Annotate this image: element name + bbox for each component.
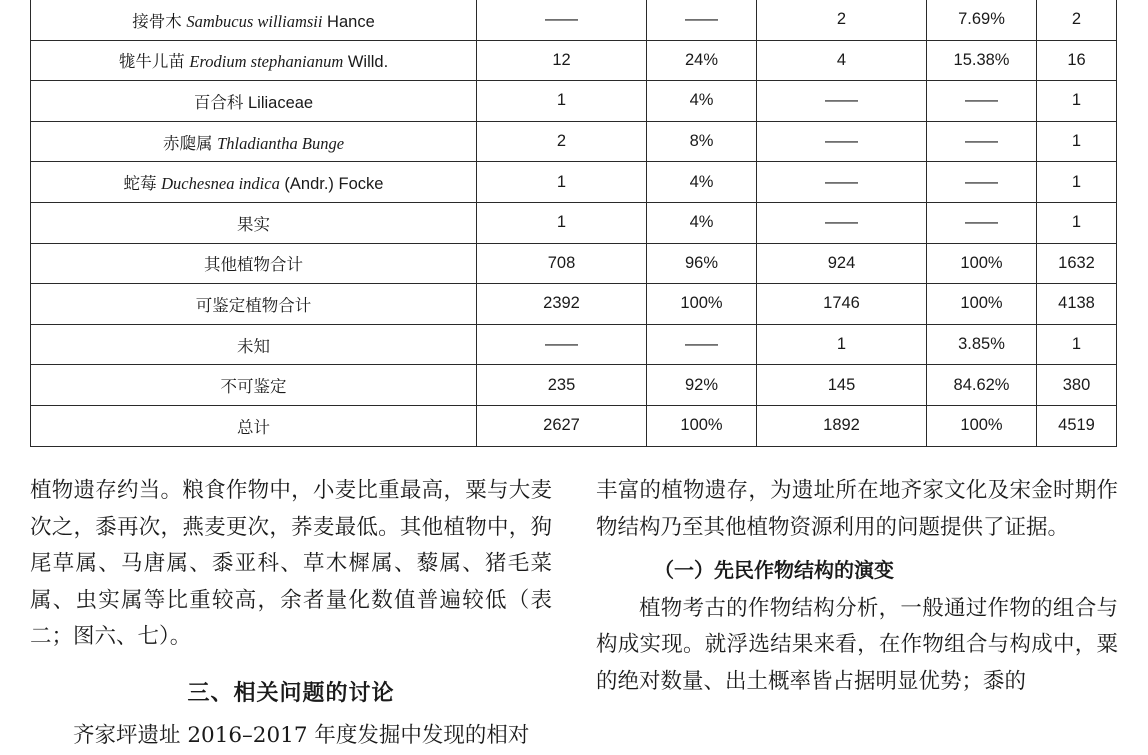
taxon-cell (31, 405, 477, 446)
value-cell-c3: 1746 (757, 284, 927, 325)
value-cell-c3: 1892 (757, 405, 927, 446)
taxon-chinese-name: 未知 (237, 337, 270, 356)
table-row (31, 0, 1117, 40)
value-cell-c2: 4% (647, 162, 757, 203)
value-cell-c2: 92% (647, 365, 757, 406)
taxon-cell (31, 202, 477, 243)
value-cell-c1: 2392 (477, 284, 647, 325)
taxon-chinese-name: 百合科 Liliaceae (193, 93, 314, 112)
value-cell-c2: 100% (647, 284, 757, 325)
value-cell-c4: 7.69% (927, 0, 1037, 40)
left-paragraph-1: 植物遗存约当。粮食作物中，小麦比重最高，粟与大麦次之，黍再次，燕麦更次，荞麦最低。其他植物中，狗尾草属、马唐属、黍亚科、草木樨属、藜属、猪毛菜属、虫实属等比重较高，余者量化数值普遍较低（表二；图六、七）。 (30, 478, 552, 649)
taxon-chinese-name: 果实 (237, 215, 270, 234)
taxon-latin-name: Sambucus williamsii (186, 11, 323, 31)
taxon-cell (31, 121, 477, 162)
right-text-column (596, 473, 1118, 700)
value-cell-c3: 924 (757, 243, 927, 284)
value-cell-c4: —— (927, 121, 1037, 162)
value-cell-c1: —— (477, 324, 647, 365)
taxon-latin-name: Thladiantha Bunge (217, 133, 345, 153)
value-cell-c2: 100% (647, 405, 757, 446)
value-cell-c5: 16 (1037, 40, 1117, 81)
value-cell-c1: 235 (477, 365, 647, 406)
table-row (31, 81, 1117, 122)
value-cell-c5: 2 (1037, 0, 1117, 40)
value-cell-c3: —— (757, 162, 927, 203)
value-cell-c5: 1 (1037, 202, 1117, 243)
value-cell-c2: —— (647, 0, 757, 40)
table-row (31, 202, 1117, 243)
taxon-chinese-name: 牻牛儿苗 (118, 53, 190, 72)
value-cell-c4: —— (927, 202, 1037, 243)
value-cell-c2: 4% (647, 81, 757, 122)
value-cell-c4: 100% (927, 243, 1037, 284)
value-cell-c2: —— (647, 324, 757, 365)
value-cell-c1: 1 (477, 162, 647, 203)
taxon-chinese-name: 赤瓟属 (162, 134, 218, 153)
taxon-chinese-name: 接骨木 (132, 12, 187, 31)
value-cell-c4: 100% (927, 405, 1037, 446)
value-cell-c1: 2 (477, 121, 647, 162)
taxon-cell (31, 162, 477, 203)
taxon-cell (31, 40, 477, 81)
value-cell-c5: 1 (1037, 324, 1117, 365)
value-cell-c1: 2627 (477, 405, 647, 446)
value-cell-c5: 1632 (1037, 243, 1117, 284)
value-cell-c5: 4138 (1037, 284, 1117, 325)
table-row (31, 405, 1117, 446)
taxon-cell (31, 324, 477, 365)
value-cell-c4: 15.38% (927, 40, 1037, 81)
value-cell-c4: 100% (927, 284, 1037, 325)
taxon-cell (31, 0, 477, 40)
value-cell-c3: —— (757, 202, 927, 243)
table-row (31, 324, 1117, 365)
value-cell-c3: 4 (757, 40, 927, 81)
taxon-cell (31, 365, 477, 406)
value-cell-c4: —— (927, 81, 1037, 122)
value-cell-c5: 1 (1037, 162, 1117, 203)
value-cell-c5: 380 (1037, 365, 1117, 406)
value-cell-c4: 84.62% (927, 365, 1037, 406)
right-paragraph-2: 植物考古的作物结构分析，一般通过作物的组合与构成实现。就浮选结果来看，在作物组合与构成中，粟的绝对数量、出土概率皆占据明显优势；黍的 (596, 595, 1118, 694)
value-cell-c1: 708 (477, 243, 647, 284)
taxon-chinese-name: 其他植物合计 (204, 256, 303, 275)
left-paragraph-2: 齐家坪遗址 2016–2017 年度发掘中发现的相对 (73, 723, 530, 748)
value-cell-c2: 4% (647, 202, 757, 243)
taxon-cell (31, 81, 477, 122)
value-cell-c5: 1 (1037, 121, 1117, 162)
right-paragraph-1: 丰富的植物遗存，为遗址所在地齐家文化及宋金时期作物结构乃至其他植物资源利用的问题提供了证据。 (596, 478, 1118, 540)
taxon-latin-name: Duchesnea indica (161, 174, 280, 194)
taxon-author: Willd. (343, 53, 389, 72)
taxon-author: (Andr.) Focke (279, 175, 384, 194)
value-cell-c2: 24% (647, 40, 757, 81)
value-cell-c3: —— (757, 121, 927, 162)
table-row (31, 365, 1117, 406)
taxon-chinese-name: 总计 (237, 418, 270, 437)
value-cell-c5: 1 (1037, 81, 1117, 122)
subsection-heading-crop-structure: （一）先民作物结构的演变 (654, 558, 894, 582)
taxon-chinese-name: 可鉴定植物合计 (195, 296, 312, 315)
taxon-latin-name: Erodium stephanianum (189, 52, 344, 72)
table-row (31, 121, 1117, 162)
value-cell-c1: 12 (477, 40, 647, 81)
table-row (31, 284, 1117, 325)
value-cell-c1: 1 (477, 202, 647, 243)
table-row (31, 40, 1117, 81)
value-cell-c2: 8% (647, 121, 757, 162)
table-row (31, 243, 1117, 284)
taxon-author: Hance (322, 12, 375, 31)
taxon-cell (31, 284, 477, 325)
value-cell-c1: 1 (477, 81, 647, 122)
value-cell-c4: —— (927, 162, 1037, 203)
value-cell-c2: 96% (647, 243, 757, 284)
value-cell-c3: —— (757, 81, 927, 122)
value-cell-c1: —— (477, 0, 647, 40)
value-cell-c3: 2 (757, 0, 927, 40)
left-text-column (30, 473, 552, 755)
plant-remains-table (30, 0, 1117, 447)
value-cell-c4: 3.85% (927, 324, 1037, 365)
taxon-chinese-name: 蛇莓 (123, 175, 162, 194)
taxon-cell (31, 243, 477, 284)
table-row (31, 162, 1117, 203)
value-cell-c3: 145 (757, 365, 927, 406)
section-heading-discussion: 三、相关问题的讨论 (187, 680, 395, 706)
value-cell-c3: 1 (757, 324, 927, 365)
taxon-chinese-name: 不可鉴定 (220, 378, 287, 397)
value-cell-c5: 4519 (1037, 405, 1117, 446)
